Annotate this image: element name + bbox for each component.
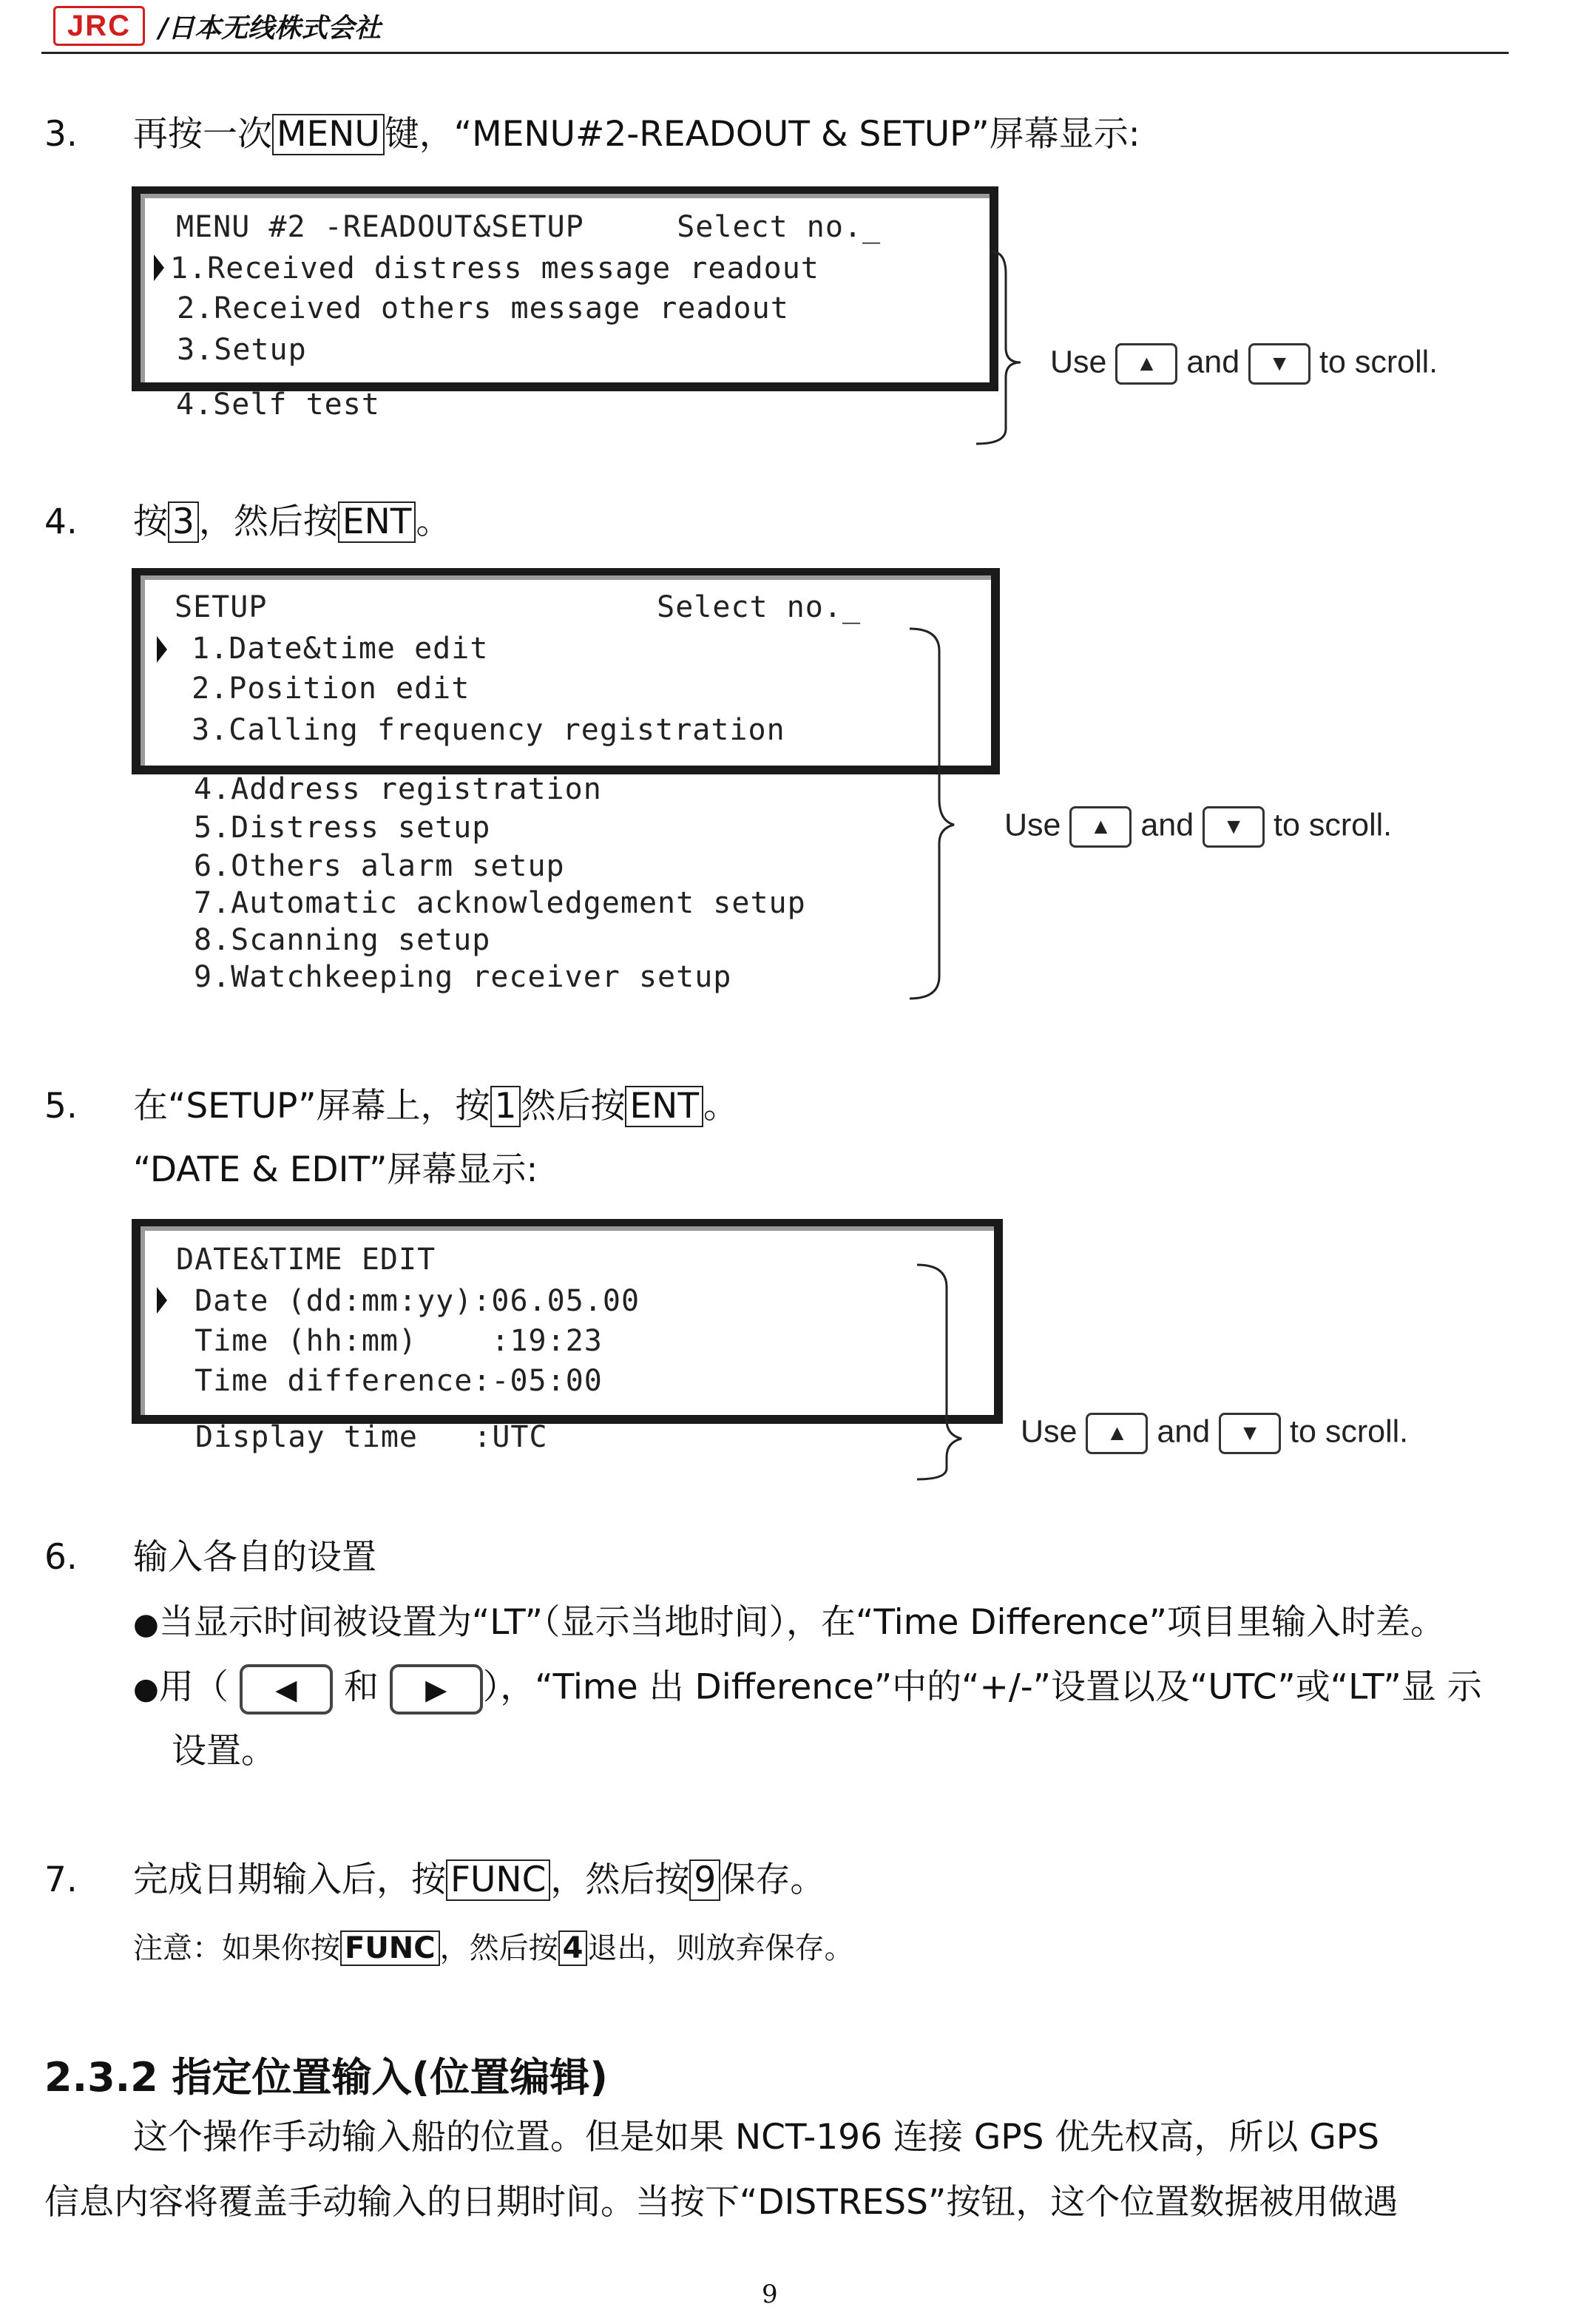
lcd-line: 1.Date&time edit <box>173 632 489 666</box>
step4-mid: ，然后按 <box>198 501 338 542</box>
setup-list-item: 8.Scanning setup <box>194 923 491 957</box>
cursor-pointer-icon <box>154 254 164 281</box>
bullet1-text: 当显示时间被设置为“LT”（显示当地时间），在“Time Difference”项目里输入时差。 <box>158 1602 1445 1643</box>
display-time-line: Display time :UTC <box>195 1420 548 1454</box>
step7-mid: ，然后按 <box>550 1859 690 1900</box>
scroll-hint <box>1021 1413 1408 1454</box>
setup-list-item: 4.Address registration <box>194 772 602 806</box>
section-para-line1: 这个操作手动输入船的位置。但是如果 NCT-196 连接 GPS 优先权高，所以 GPS <box>133 2117 1379 2158</box>
lcd-line: 3.Calling frequency registration <box>173 713 785 747</box>
lcd-line: 1.Received distress message readout <box>170 251 819 286</box>
step5-line2: “DATE & EDIT”屏幕显示: <box>133 1149 538 1190</box>
scroll-and: and <box>1157 1413 1211 1450</box>
note-post: 退出，则放弃保存。 <box>587 1931 854 1965</box>
lcd-setup <box>132 568 1000 774</box>
up-arrow-icon: ▲ <box>1086 1413 1148 1454</box>
scroll-brace <box>910 1257 998 1487</box>
step5-pre: 在“SETUP”屏幕上，按 <box>133 1086 490 1126</box>
setup-list-item: 9.Watchkeeping receiver setup <box>194 960 732 994</box>
step3-text <box>133 112 1140 157</box>
step3-post: 键，“MENU#2-READOUT & SETUP”屏幕显示: <box>384 114 1140 155</box>
step7-number: 7. <box>44 1859 78 1900</box>
scroll-brace <box>895 621 984 1006</box>
key-9: 9 <box>689 1859 720 1901</box>
up-arrow-icon: ▲ <box>1115 343 1177 385</box>
page-number: 9 <box>762 2280 778 2309</box>
step5-number: 5. <box>44 1086 78 1126</box>
up-arrow-icon: ▲ <box>1069 806 1132 848</box>
right-arrow-key-icon: ▶ <box>390 1664 483 1715</box>
note-mid: ，然后按 <box>439 1931 558 1965</box>
scroll-and: and <box>1140 807 1194 843</box>
step3-pre: 再按一次 <box>133 114 272 155</box>
step7-pre: 完成日期输入后，按 <box>133 1859 446 1900</box>
bullet-icon: ● <box>133 1672 159 1706</box>
step4-text <box>133 500 450 544</box>
ent-key: ENT <box>625 1086 703 1127</box>
lcd-line: Time (hh:mm) :19:23 <box>176 1324 603 1358</box>
lcd-line: Time difference:-05:00 <box>176 1364 603 1398</box>
down-arrow-icon: ▼ <box>1219 1413 1281 1454</box>
lcd-menu2 <box>132 186 998 391</box>
step6-number: 6. <box>44 1537 78 1578</box>
lcd-line: Date (dd:mm:yy):06.05.00 <box>176 1284 640 1318</box>
down-arrow-icon: ▼ <box>1248 343 1310 385</box>
bullet2-and: 和 <box>343 1666 379 1708</box>
step4-pre: 按 <box>133 501 168 542</box>
scroll-and: and <box>1186 344 1240 380</box>
setup-list-item: 5.Distress setup <box>194 811 491 845</box>
scroll-hint <box>1050 343 1438 385</box>
cursor-pointer-icon <box>157 636 167 663</box>
step6-bullet1 <box>133 1601 1445 1646</box>
step7-text <box>133 1858 825 1902</box>
lcd-date-time-edit <box>132 1219 1003 1424</box>
lcd-line: MENU #2 -READOUT&SETUP Select no._ <box>176 210 882 244</box>
section-heading: 2.3.2 指定位置输入(位置编辑) <box>44 2054 608 2101</box>
func-key: FUNC <box>340 1931 440 1966</box>
step5-text <box>133 1084 738 1129</box>
scroll-to: to scroll. <box>1319 344 1438 380</box>
setup-list-item: 6.Others alarm setup <box>194 849 565 883</box>
lcd-line: 2.Received others message readout <box>158 291 789 325</box>
step4-post: 。 <box>416 501 451 542</box>
header-rule <box>41 52 1509 54</box>
scroll-use: Use <box>1050 344 1107 380</box>
left-arrow-key-icon: ◀ <box>240 1664 333 1715</box>
scroll-to: to scroll. <box>1290 1413 1409 1450</box>
lcd-line: SETUP Select no._ <box>175 590 862 624</box>
down-arrow-icon: ▼ <box>1203 806 1265 848</box>
step5-post: 。 <box>703 1086 739 1126</box>
cursor-pointer-icon <box>157 1287 167 1314</box>
bullet-icon: ● <box>133 1607 159 1641</box>
step4-number: 4. <box>44 501 78 542</box>
scroll-use: Use <box>1004 807 1061 843</box>
menu-key: MENU <box>272 114 385 155</box>
step6-bullet2-cont: 设置。 <box>172 1731 276 1771</box>
section-para-line2: 信息内容将覆盖手动输入的日期时间。当按下“DISTRESS”按钮，这个位置数据被用做遇 <box>44 2182 1398 2223</box>
bullet2-a: 用（ <box>158 1666 229 1708</box>
bullet2-b: ），“Time 出 Difference”中的“+/-”设置以及“UTC”或“LT”显 示 <box>482 1666 1482 1708</box>
lcd-line: DATE&TIME EDIT <box>176 1243 436 1277</box>
jrc-logo: JRC <box>53 6 145 46</box>
step5-mid: 然后按 <box>521 1086 626 1126</box>
step7-note <box>133 1926 853 1970</box>
step6-text: 输入各自的设置 <box>133 1537 376 1578</box>
func-key: FUNC <box>446 1859 550 1901</box>
step6-bullet2 <box>133 1664 1482 1715</box>
note-pre: 注意：如果你按 <box>133 1931 340 1965</box>
key-3: 3 <box>168 501 199 543</box>
scroll-hint <box>1004 806 1392 848</box>
company-name: /日本无线株式会社 <box>158 13 382 44</box>
scroll-brace <box>961 244 1050 451</box>
key-4: 4 <box>558 1931 588 1966</box>
scroll-use: Use <box>1021 1413 1078 1450</box>
key-1: 1 <box>490 1086 521 1127</box>
lcd-line: 3.Setup <box>158 333 307 367</box>
lcd-line: 2.Position edit <box>173 672 470 706</box>
step7-post: 保存。 <box>720 1859 825 1900</box>
ent-key: ENT <box>338 501 416 543</box>
step3-number: 3. <box>44 114 78 155</box>
scroll-to: to scroll. <box>1274 807 1393 843</box>
menu-hidden-line: 4.Self test <box>176 388 380 422</box>
setup-list-item: 7.Automatic acknowledgement setup <box>194 886 806 920</box>
